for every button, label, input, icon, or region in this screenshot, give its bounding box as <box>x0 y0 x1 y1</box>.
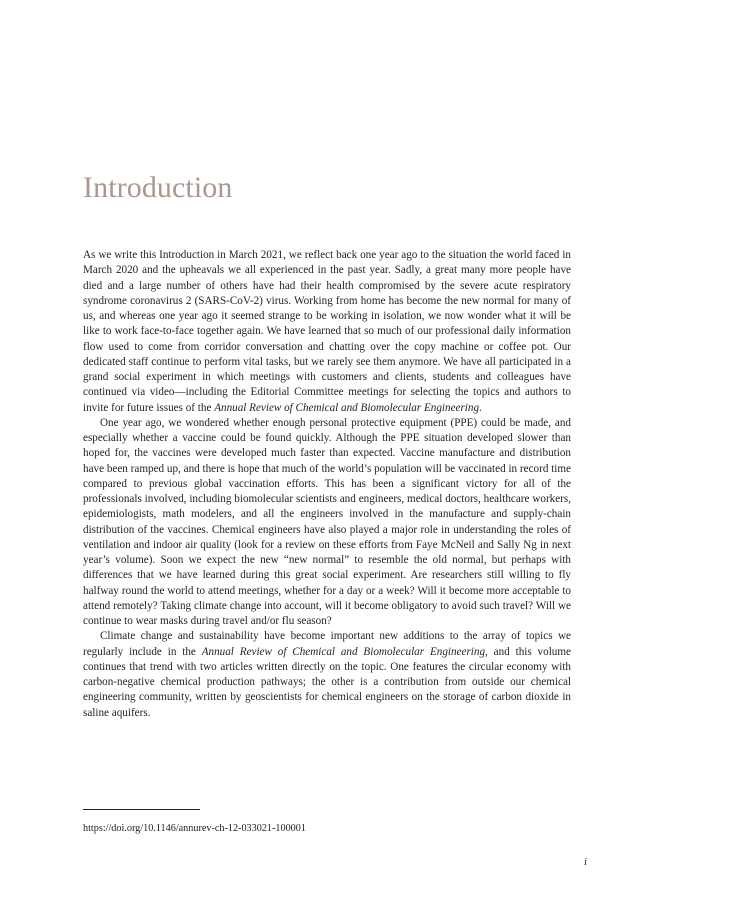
text-run: Climate change and sustainability have become important new additions to the array of topics we regularly include in the <box>83 630 571 658</box>
text-run: , and this volume continues that trend with two articles written directly on the topic. One features the circular economy with carbon-negative chemical production pathways; the other is a contribution from outside our chemical engineering community, written by geoscientists for chemical engineers on the storage of carbon dioxide in saline aquifers. <box>83 645 571 719</box>
paragraph <box>83 629 571 721</box>
paragraph <box>83 416 571 630</box>
page-title: Introduction <box>83 171 233 204</box>
text-run: . <box>479 401 482 414</box>
page-number: i <box>584 856 588 868</box>
text-run: As we write this Introduction in March 2021, we reflect back one year ago to the situation the world faced in March 2020 and the upheavals we all experienced in the past year. Sadly, a great many more people have died and a large number of others have had their health compromised by the severe acute respiratory syndrome coronavirus 2 (SARS-CoV-2) virus. Working from home has become the new normal for many of us, and whereas one year ago it seemed strange to be working in isolation, we now wonder what it will be like to work face-to-face together again. We have learned that so much of our professional daily information flow used to come from corridor conversation and chatting over the copy machine or coffee pot. Our dedicated staff continue to perform vital tasks, but we rarely see them anymore. We have all participated in a grand social experiment in which meetings with customers and clients, students and colleagues have continued via video—including the Editorial Committee meetings for selecting the topics and authors to invite for future issues of the <box>83 249 571 414</box>
article-body <box>83 248 571 721</box>
journal-name: Annual Review of Chemical and Biomolecular Engineering <box>214 401 480 414</box>
paragraph <box>83 248 571 416</box>
footnote-divider <box>83 809 200 810</box>
doi-link[interactable]: https://doi.org/10.1146/annurev-ch-12-033021-100001 <box>83 823 306 834</box>
journal-name: Annual Review of Chemical and Biomolecular Engineering <box>201 645 486 658</box>
text-run: One year ago, we wondered whether enough personal protective equipment (PPE) could be made, and especially whether a vaccine could be found quickly. Although the PPE situation developed slower than hoped for, the vaccines were developed much faster than expected. Vaccine manufacture and distribution have been ramped up, and there is hope that much of the world’s population will be vaccinated in record time compared to previous global vaccination efforts. This has been a significant victory for all of the professionals involved, including biomolecular scientists and engineers, medical doctors, healthcare workers, epidemiologists, math modelers, and all the engineers involved in the manufacture and supply-chain distribution of the vaccines. Chemical engineers have also played a major role in understanding the roles of ventilation and indoor air quality (look for a review on these efforts from Faye McNeil and Sally Ng in next year’s volume). Soon we expect the new “new normal” to resemble the old normal, but perhaps with differences that we have learned during this great social experiment. Are researchers still willing to fly halfway round the world to attend meetings, whether for a day or a week? Will it become more acceptable to attend remotely? Taking climate change into account, will it become obligatory to avoid such travel? Will we continue to wear masks during travel and/or flu season? <box>83 416 571 627</box>
